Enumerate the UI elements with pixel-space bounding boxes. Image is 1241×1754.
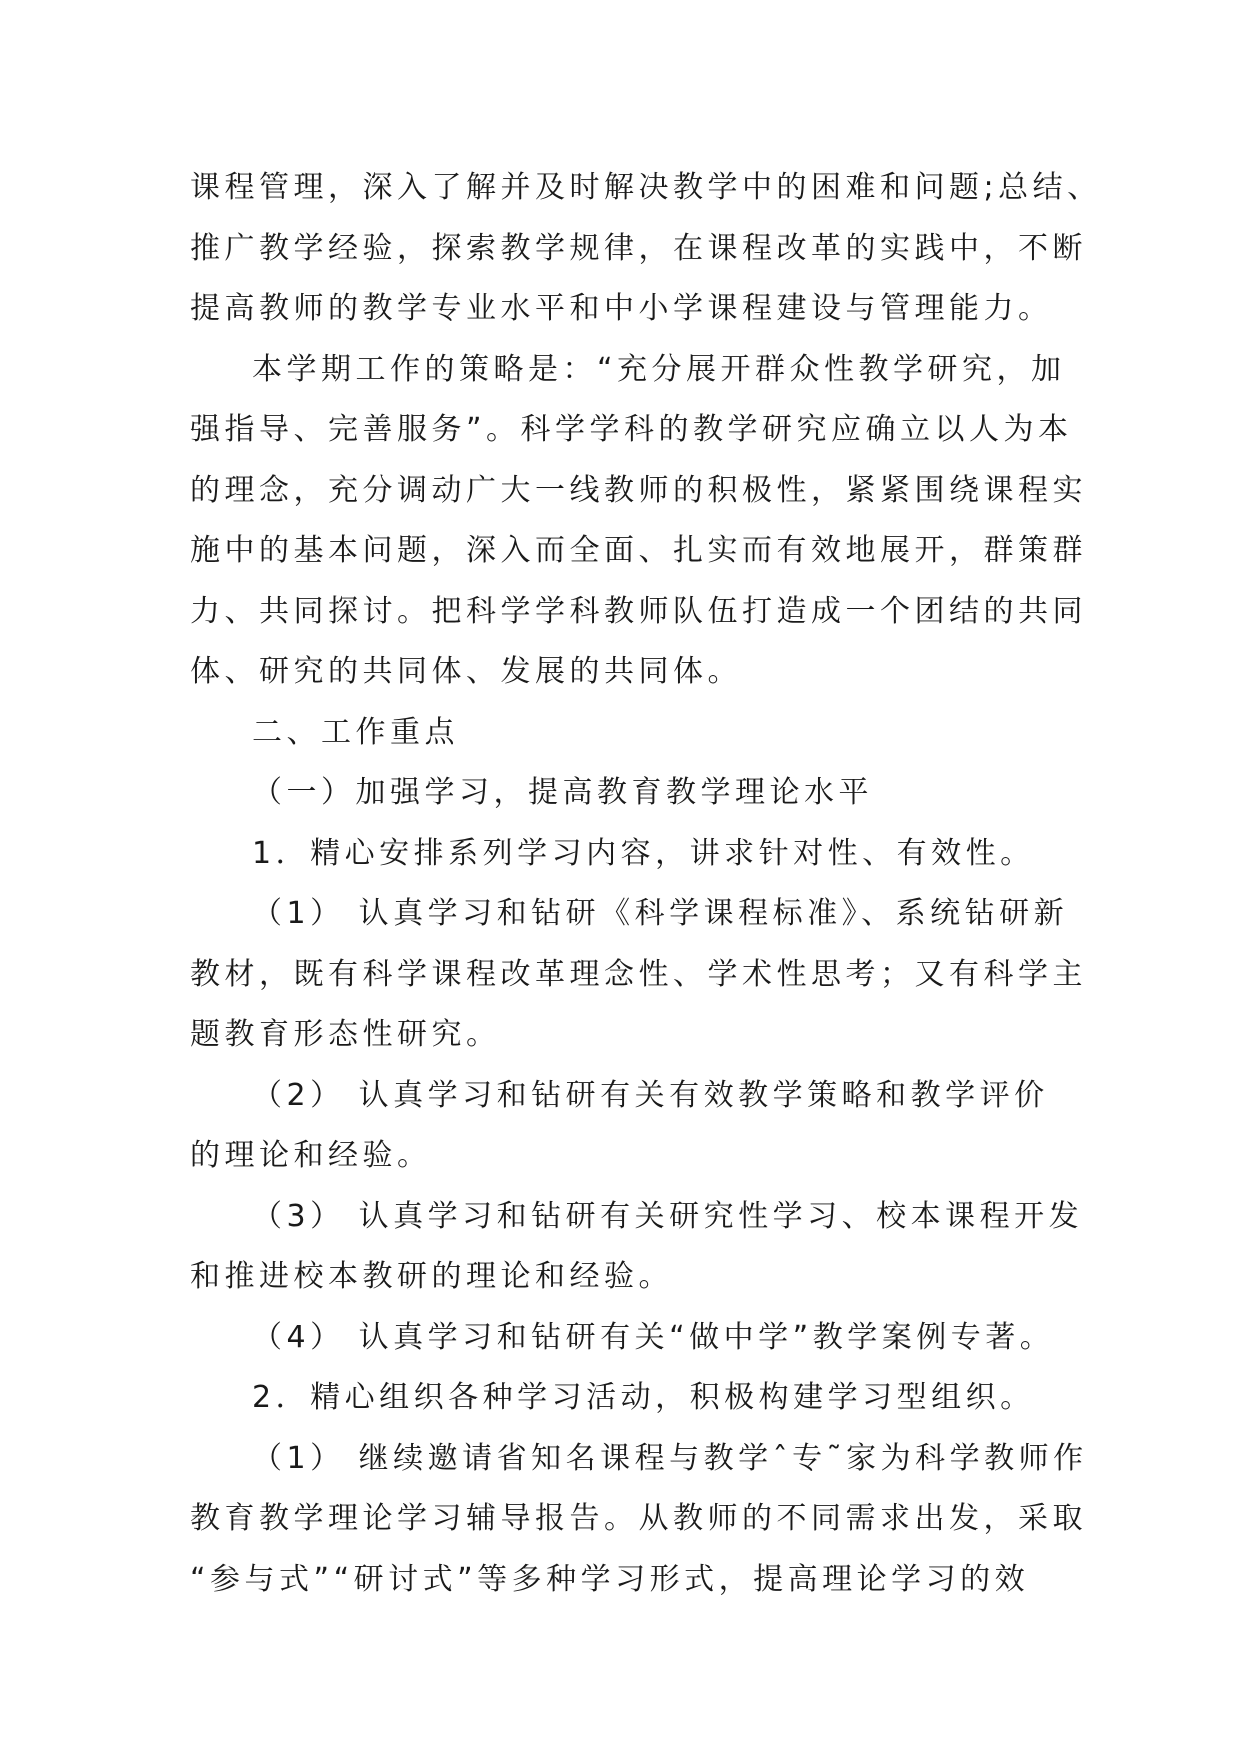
body-line: 推广教学经验，探索教学规律，在课程改革的实践中，不断: [190, 230, 1087, 266]
document-body: [190, 158, 1102, 1610]
body-line: 题教育形态性研究。: [190, 1017, 501, 1052]
sub-item: （1） 继续邀请省知名课程与教学ˆ专˜家为科学教师作: [252, 1440, 1088, 1476]
body-line: 体、研究的共同体、发展的共同体。: [190, 654, 742, 689]
body-line: 提高教师的教学专业水平和中小学课程建设与管理能力。: [190, 291, 1053, 326]
numbered-item: 2．精心组织各种学习活动，积极构建学习型组织。: [252, 1380, 1035, 1415]
body-line: 课程管理，深入了解并及时解决教学中的困难和问题;总结、: [190, 170, 1102, 205]
body-line: 施中的基本问题，深入而全面、扎实而有效地展开，群策群: [190, 533, 1087, 568]
numbered-item: 1．精心安排系列学习内容，讲求针对性、有效性。: [252, 835, 1035, 871]
body-line: 和推进校本教研的理论和经验。: [190, 1259, 673, 1294]
sub-item: （1） 认真学习和钻研《科学课程标准》、系统钻研新: [252, 896, 1069, 931]
body-line: 的理论和经验。: [190, 1138, 432, 1173]
subsection-heading: （一）加强学习，提高教育教学理论水平: [252, 775, 873, 810]
body-line: 力、共同探讨。把科学学科教师队伍打造成一个团结的共同: [190, 593, 1087, 629]
body-line: 教材，既有科学课程改革理念性、学术性思考；又有科学主: [190, 956, 1087, 992]
sub-item: （2） 认真学习和钻研有关有效教学策略和教学评价: [252, 1077, 1049, 1113]
sub-item: （4） 认真学习和钻研有关“做中学”教学案例专著。: [252, 1319, 1055, 1355]
body-line: “参与式”“研讨式”等多种学习形式，提高理论学习的效: [190, 1561, 1030, 1597]
body-line: 强指导、完善服务”。科学学科的教学研究应确立以人为本: [190, 412, 1073, 447]
body-line: 的理念，充分调动广大一线教师的积极性，紧紧围绕课程实: [190, 472, 1087, 508]
sub-item: （3） 认真学习和钻研有关研究性学习、校本课程开发: [252, 1198, 1084, 1234]
body-line: 教育教学理论学习辅导报告。从教师的不同需求出发，采取: [190, 1501, 1087, 1536]
paragraph-start-line: 本学期工作的策略是：“充分展开群众性教学研究，加: [252, 351, 1066, 387]
section-heading: 二、工作重点: [252, 714, 459, 750]
